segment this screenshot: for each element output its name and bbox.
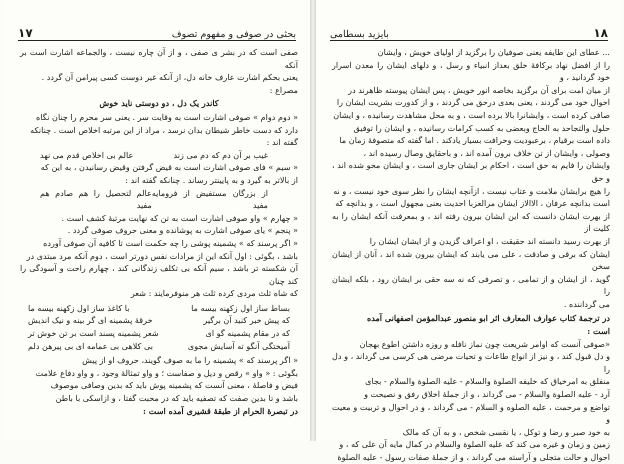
verse-half: بی کلاهی بی عمامه ای بی پیرهن دلم [28,340,153,351]
left-page-number: ۱۷ [18,26,33,40]
verse-row [20,314,298,327]
text-line: احوال و حالت متجلی و آراسته می گرداند ، و از جملهٔ صفات رسول - علیه الصلوة [337,452,610,462]
verse-half: از بزرگان مستفیض از فرومایه مفید [151,187,268,211]
right-page-header [330,22,608,41]
text-line: آرد - علیه الصلوة والسلام - می گرداند ، و از جملهٔ اخلاق رفق و نصیحت و [364,389,610,400]
text-line: آن شکسته تر باشد ، سیم آنکه بی تکلف زندگانی کند ، چهارم راحت و آسودگی را کند چنان [20,263,298,286]
text-line: از میان امت برای آن برگزید بخاصه انور خویش ، پس ایشان پیوسته ظاهرند در [348,84,610,95]
right-page [316,0,622,462]
text-line: گوید ، از ایشان و از تمامی ، و تصرفی که نه سه حقی بر ایشان رود ، بلکه ایشان را [332,273,610,297]
text-line: زمین و زمان و غیره می کند که علیه الصلوة والسلام در کمال مایه آن علی که ، و [339,439,610,450]
right-page-body [332,46,610,462]
text-line: گفته اند : [266,137,298,148]
text-line: صافی کرده است ، وایشانرا بالا برده است ، و به محل مشاهدت رسانیده ، و ایشان [333,109,610,120]
verse-pair [20,187,298,212]
text-line: که شاه ثلث مردی کرده ثلث هر منوفرمایند : شعر [130,288,298,299]
right-page-number: ۱۸ [593,26,608,40]
text-line: یعنی بحکم اشارت عارف خانه دل، از آنکه غیر دوست کسی پیرامن آن گردد . [41,72,298,83]
text-line: از بالاتر به گیرد و به پایینتر رساند . چنانکه گفته اند : [125,174,298,185]
text-line: منفلق به امرخیاق که خلیفه الصلوة والسلام - علیه الصلوة والسلام - بجای [365,376,610,387]
verse-half: آمیختگی آنگو ته آسایش مجوی [187,340,290,351]
text-line: تواضع و مرحمت ، علیه الصلوه و السلام - می گرداند ، و در احوال و تربیت و معیت و [332,401,610,425]
verse-half: خرقهٔ پشمینه ای گر بینه و نیک اندیش [28,315,153,326]
text-line: « چهارم » واو صوفی اشارت است به تن که نهایت مرتبهٔ کشف است . [61,212,298,223]
verse-row [20,302,298,315]
text-line: احوال خود می گردند ، یعنی بعدی درحق می گردند ، و از کدورت بشریت ایشان را [336,97,610,108]
verse-half: که در مقام پشمینه گو ای [205,328,290,339]
left-page-body [20,46,298,435]
right-running-title: بایزید بسطامی [330,29,389,40]
left-running-title: بحثی در صوفی و مفهوم تصوف [171,29,296,40]
text-line: باشد ، بگوئی : اول آنکه این از مرادات نفس دورتر است ، دوم آنکه مرد مبتدی در [26,250,298,261]
text-line: صفی است که در بشر ی صفی ، و از آن چاره نیست ، والجماعه اشارت است بر آنکه [20,47,298,70]
verse-block [20,302,298,352]
text-line: به خود صبر و رضا و توکل ، یا نقسی شخص ، و به آن که مالک [402,426,610,437]
text-line: در تبصرهٔ الحرام از طبقهٔ قشیری آمده است : [143,405,298,416]
text-line: « اگر پرسند که » پشمینه پوشی را چه حکمت است تا کافیه آن صوفی آورده [43,237,298,248]
text-line: ... عطای این طایفه یعنی صوفیان را برگزید از اولیای خویش ، وایشان [377,47,610,57]
text-line: فیض و فاصلهٔ ، معنی آنست که پشمینه پوش باید که بدین وصافی موصوف [50,380,298,391]
text-line: دارد که دست خاطر شیطان بدان نرسد ، مراد از این مرتبه اخلاص است . چنانکه [30,124,298,135]
section-heading-continued: است : [587,326,610,337]
text-line: ایشان که برقی و صادقت ، علی می یابند که ایشان بیرون شده اند ، آنان از ایشان سخن [332,248,610,272]
text-line: از بهرت رسید دانسته اند حقیقت ، او اعراف گزیدن و از ایشان ایشان را [369,235,610,246]
verse-half: غیب بر آن دم که دم می زند [173,149,268,160]
text-line: را از افضل نهاد برکافهٔ خلق بعداز انبیاء و رسل ، و دلهای ایشان را معدن اسرار خود گردانید ، و [332,59,610,83]
left-page [4,0,310,441]
verse-half: عالم بی اخلاص قدم می نهد [40,149,134,160]
verse-half: عالم لتحصیل را هم صادم هم مفید [40,187,152,211]
verse-row [20,340,298,353]
verse-half: با کاغذ ساز اول زکهنه بیسه ما [28,302,130,313]
text-line: داده است برقیام ، برعبودیت وحرافت بسیار یادکند . اما گفته که متصوفهٔ زمان ما [339,135,610,146]
text-line: و دل قبول کند ، و نیز از انواع طاعات و تحیات مرضی هی کرسی می گرداند ، و دل را [332,351,610,374]
text-line: « پنجم » یای صوفی اشارت به پوشانده و معنی حروف صوفی گردد . [67,225,298,236]
text-line: بگوئی : « واو » رقص و دیل و صفاست ؛ و واو تمثالهٔ وجود ، و واو دفاع علامت [35,367,298,378]
verse-row [20,327,298,340]
verse-half: بساط ساز اول زکهنه بیسه ما [191,302,290,313]
centered-verse: کاندر یک دل ، دو دوستی ناید خوش [99,98,219,109]
verse-half: شعر پشمینه پسند است بر تن خوش تر [28,328,159,339]
text-line: «صوفی آنست که اوامر شریعت چون نماز نافله و روزه داشتن اطوع بهجان [359,338,610,349]
text-line: است بدانچه عرفان ، الاالاز ایشان مرالعزبا احدیت بعنی مجهول است ، و بدانچه که [335,198,610,209]
text-line: « دوم دوام » صوفی اشارت است به وقایت سر . یعنی سر محرم را چنان نگاه [36,111,298,122]
text-line: حلول والتجاحد به الحاج وبعضی به کسب کرامات رسانیده ، و ایشان را توفیق [353,122,610,133]
verse-pair [20,149,298,162]
text-line: مصراع : [269,84,298,95]
left-page-header [18,22,296,41]
text-line: را هیچ برایشان ملامت و عتاب نیست ، ازآنچه ایشان را نظر سوی خود نیست ، و نه [333,185,610,196]
text-line: « اگر پرسند که » پشمینه را ما به صوف گویند، حروف او از پیش [82,355,298,366]
text-line: وایشان را فایم به حق است ، احکام بر ایشان جاری است ، و ایشان محو شده اند ، و حق [332,160,610,183]
text-line: می گرداننده . [563,298,610,309]
text-line: از بهرت ایشان دانست که این ایشان بیرون رفته اند ، و بمعرفت آنکه ایشان را به کلیت از [332,210,610,234]
section-heading: در ترجمهٔ کتاب عوارف المعارف اثر ابو منصور عبدالمؤمن اصفهانی آمده [366,313,610,324]
text-line: « سیم » فای صوفی اشارت است به قیض گرفتن وقیض رسانیدن ، به این که [40,162,298,173]
text-line: وصولی ، وایشان از تن خلاف برون آمده اند ، و باحقایق وصال رسیده اند ، [363,147,610,158]
verse-half: که پیش خبر کنید آن برگیر [203,315,290,326]
text-line: باشد و تا بدین صفت که تصفیه باید که در محبت گفتا ، و ازاسکی با باطن [55,393,298,404]
